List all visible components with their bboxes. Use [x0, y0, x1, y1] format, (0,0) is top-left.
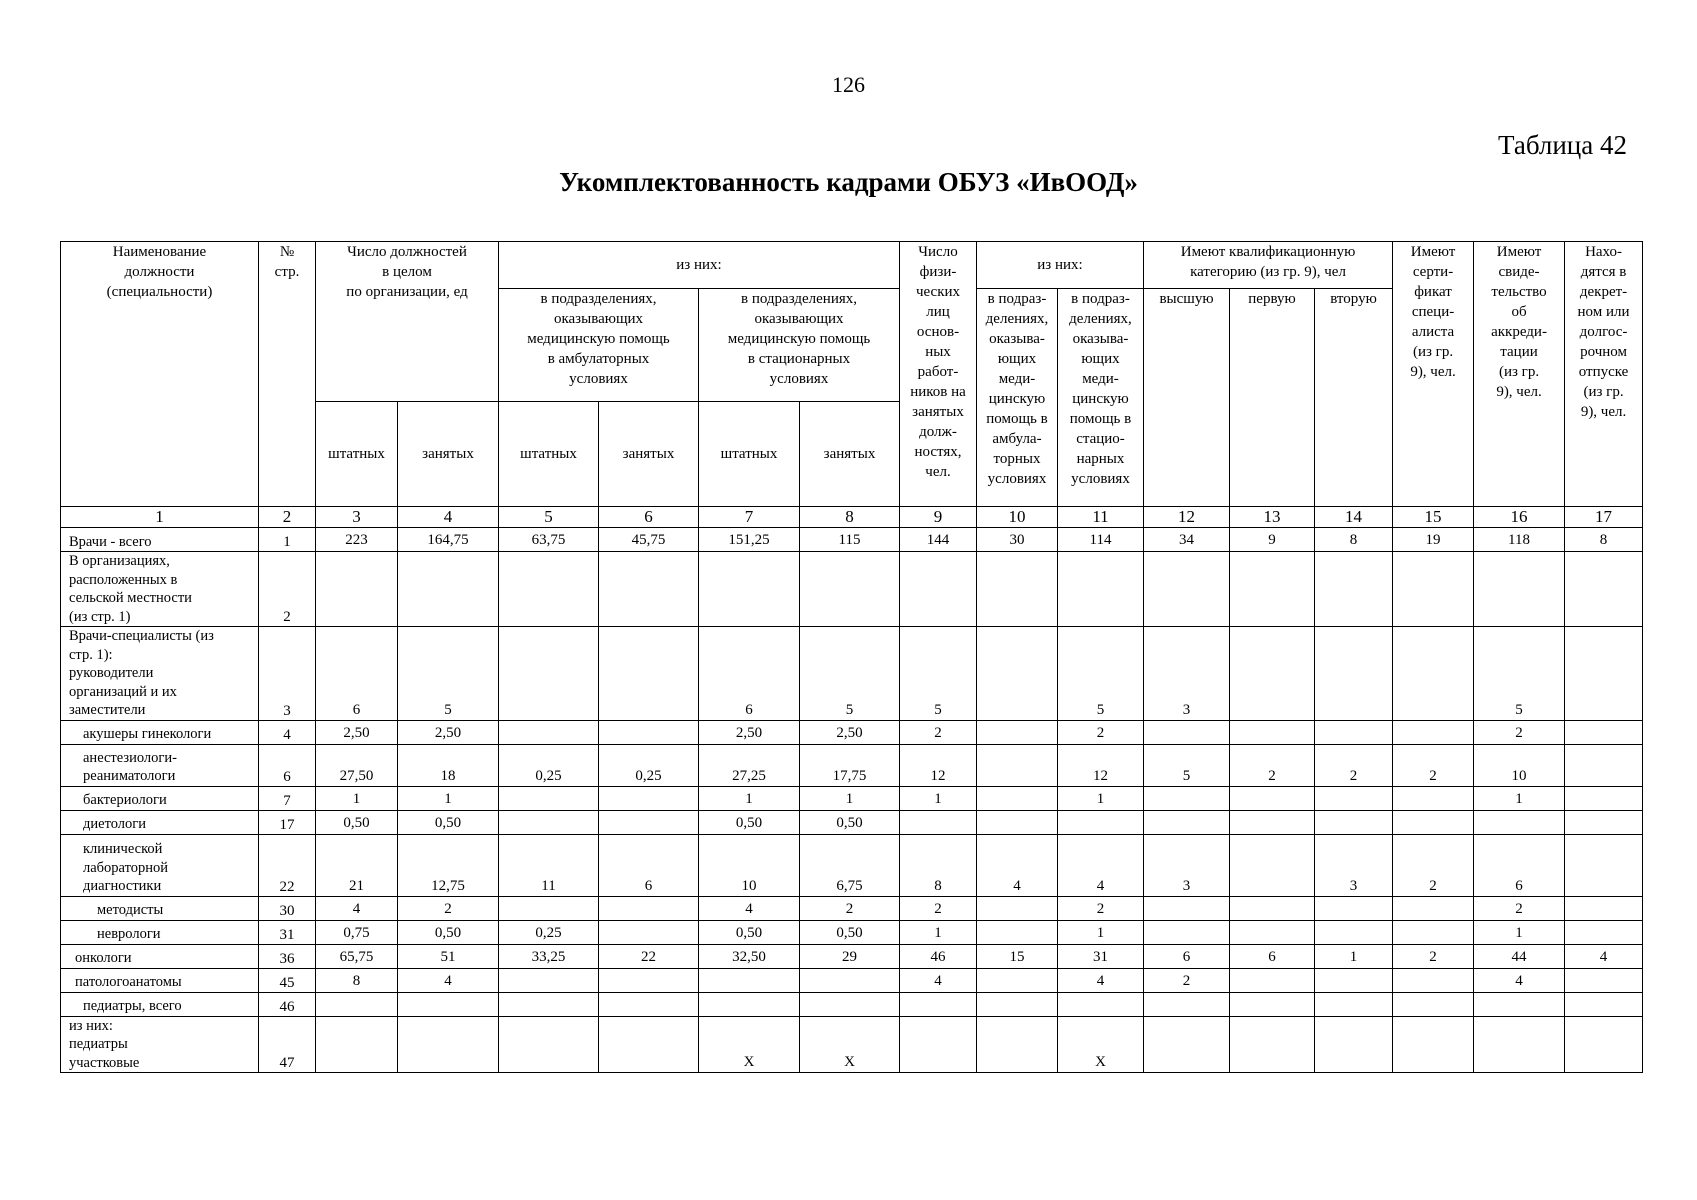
row-name: бактериологи [61, 786, 259, 810]
cell-value [316, 1016, 398, 1073]
cell-value [1565, 627, 1643, 721]
cell-value [800, 992, 900, 1016]
cell-value [398, 552, 499, 627]
cell-value: 151,25 [699, 528, 800, 552]
cell-value: 33,25 [499, 944, 599, 968]
cell-value [1393, 920, 1474, 944]
cell-value: 2 [900, 896, 977, 920]
cell-value: 46 [900, 944, 977, 968]
cell-value [1474, 810, 1565, 834]
cell-value [316, 992, 398, 1016]
cell-value: 12,75 [398, 834, 499, 896]
cell-value [1565, 810, 1643, 834]
cell-value: 1 [1474, 920, 1565, 944]
cell-value [1230, 834, 1315, 896]
cell-value: 9 [1230, 528, 1315, 552]
cell-value [398, 992, 499, 1016]
cell-value: 0,50 [800, 810, 900, 834]
cell-value: 21 [316, 834, 398, 896]
cell-value [900, 552, 977, 627]
cell-value: 0,25 [499, 744, 599, 786]
table-row [61, 944, 1643, 968]
cell-value: 3 [1144, 834, 1230, 896]
row-name: онкологи [61, 944, 259, 968]
row-name: методисты [61, 896, 259, 920]
cell-value: 223 [316, 528, 398, 552]
cell-value [699, 968, 800, 992]
cell-value [1565, 968, 1643, 992]
cell-value [977, 627, 1058, 721]
table-row [61, 968, 1643, 992]
cell-value: 2 [1315, 744, 1393, 786]
cell-value [800, 552, 900, 627]
cell-value [1144, 1016, 1230, 1073]
cell-value [1565, 896, 1643, 920]
cell-value: 6,75 [800, 834, 900, 896]
cell-value: 5 [800, 627, 900, 721]
cell-value: 51 [398, 944, 499, 968]
cell-value [1058, 552, 1144, 627]
cell-value [599, 627, 699, 721]
cell-value: X [699, 1016, 800, 1073]
cell-value: 2 [900, 720, 977, 744]
cell-value [977, 786, 1058, 810]
row-number: 45 [259, 968, 316, 992]
table-label: Таблица 42 [1498, 130, 1627, 160]
cell-value [499, 786, 599, 810]
cell-value: 6 [1474, 834, 1565, 896]
cell-value [977, 810, 1058, 834]
cell-value [1315, 810, 1393, 834]
cell-value: 1 [800, 786, 900, 810]
cell-value: 6 [699, 627, 800, 721]
cell-value [1058, 810, 1144, 834]
column-number: 5 [499, 507, 599, 528]
cell-value: 1 [699, 786, 800, 810]
cell-value: 4 [1058, 968, 1144, 992]
cell-value: 45,75 [599, 528, 699, 552]
cell-value [977, 968, 1058, 992]
cell-value [1315, 920, 1393, 944]
row-number: 1 [259, 528, 316, 552]
cell-value [1393, 896, 1474, 920]
cell-value [1230, 786, 1315, 810]
cell-value: 2 [1393, 944, 1474, 968]
row-number: 30 [259, 896, 316, 920]
cell-value: 1 [398, 786, 499, 810]
cell-value: 65,75 [316, 944, 398, 968]
row-number: 36 [259, 944, 316, 968]
cell-value [599, 552, 699, 627]
cell-value [1144, 552, 1230, 627]
column-number: 12 [1144, 507, 1230, 528]
cell-value [1315, 552, 1393, 627]
cell-value [1230, 810, 1315, 834]
row-number: 22 [259, 834, 316, 896]
table-row [61, 528, 1643, 552]
cell-value [1393, 552, 1474, 627]
cell-value [1230, 552, 1315, 627]
cell-value: 2 [1393, 834, 1474, 896]
cell-value: 2 [1230, 744, 1315, 786]
cell-value [1315, 720, 1393, 744]
cell-value: 18 [398, 744, 499, 786]
cell-value: 2 [1058, 720, 1144, 744]
cell-value: 1 [1315, 944, 1393, 968]
cell-value [1474, 1016, 1565, 1073]
header-inpatient: в подразделениях, оказывающих медицинскую помощь в стационарных условиях [699, 289, 900, 402]
row-name: педиатры, всего [61, 992, 259, 1016]
cell-value: 6 [1230, 944, 1315, 968]
column-number: 17 [1565, 507, 1643, 528]
header-phys-ambulatory: в подраз- делениях, оказыва- ющих меди- цинскую помощь в амбула- торных условиях [977, 289, 1058, 507]
cell-value [398, 1016, 499, 1073]
cell-value [1393, 968, 1474, 992]
cell-value: 15 [977, 944, 1058, 968]
cell-value: 11 [499, 834, 599, 896]
cell-value: 12 [1058, 744, 1144, 786]
column-number: 8 [800, 507, 900, 528]
table-body [61, 507, 1643, 1073]
cell-value [900, 992, 977, 1016]
cell-value [1315, 627, 1393, 721]
table-row [61, 992, 1643, 1016]
cell-value: 5 [900, 627, 977, 721]
cell-value [1230, 1016, 1315, 1073]
cell-value: 10 [699, 834, 800, 896]
row-number: 3 [259, 627, 316, 721]
header-highest: высшую [1144, 289, 1230, 507]
cell-value [1565, 992, 1643, 1016]
header-occupied: занятых [398, 402, 499, 507]
cell-value: 4 [316, 896, 398, 920]
cell-value [699, 992, 800, 1016]
table-row [61, 744, 1643, 786]
cell-value [1144, 810, 1230, 834]
cell-value [900, 810, 977, 834]
header-staff: штатных [699, 402, 800, 507]
cell-value: 2 [398, 896, 499, 920]
cell-value: 164,75 [398, 528, 499, 552]
cell-value: 5 [1144, 744, 1230, 786]
header-phys-inpatient: в подраз- делениях, оказыва- ющих меди- цинскую помощь в стацио- нарных условиях [1058, 289, 1144, 507]
column-number-row [61, 507, 1643, 528]
cell-value: 2 [1393, 744, 1474, 786]
header-ambulatory: в подразделениях, оказывающих медицинскую помощь в амбулаторных условиях [499, 289, 699, 402]
cell-value [800, 968, 900, 992]
cell-value: X [1058, 1016, 1144, 1073]
row-name: неврологи [61, 920, 259, 944]
cell-value: 118 [1474, 528, 1565, 552]
column-number: 15 [1393, 507, 1474, 528]
cell-value [1230, 896, 1315, 920]
cell-value: 1 [1058, 786, 1144, 810]
cell-value: 6 [599, 834, 699, 896]
cell-value [599, 992, 699, 1016]
table-row [61, 627, 1643, 721]
cell-value: 144 [900, 528, 977, 552]
document-title: Укомплектованность кадрами ОБУЗ «ИвООД» [559, 167, 1138, 197]
row-name: акушеры гинекологи [61, 720, 259, 744]
cell-value: 12 [900, 744, 977, 786]
row-name: клинической лабораторной диагностики [61, 834, 259, 896]
cell-value [499, 627, 599, 721]
cell-value: 2,50 [800, 720, 900, 744]
cell-value [977, 896, 1058, 920]
cell-value: 3 [1144, 627, 1230, 721]
cell-value [1315, 896, 1393, 920]
table-row [61, 786, 1643, 810]
cell-value [499, 896, 599, 920]
cell-value: 1 [1058, 920, 1144, 944]
cell-value: 0,25 [499, 920, 599, 944]
cell-value: 1 [900, 786, 977, 810]
header-row-no: № стр. [259, 242, 316, 507]
table-row [61, 720, 1643, 744]
row-name: из них: педиатры участковые [61, 1016, 259, 1073]
cell-value [1565, 720, 1643, 744]
cell-value: 0,50 [800, 920, 900, 944]
header-certificate: Имеют серти- фикат специ- алиста (из гр. 9), чел. [1393, 242, 1474, 507]
cell-value: 8 [316, 968, 398, 992]
cell-value: 27,25 [699, 744, 800, 786]
cell-value: 6 [316, 627, 398, 721]
cell-value [1144, 992, 1230, 1016]
cell-value: 2,50 [316, 720, 398, 744]
cell-value [499, 1016, 599, 1073]
cell-value: 19 [1393, 528, 1474, 552]
row-number: 6 [259, 744, 316, 786]
cell-value: 10 [1474, 744, 1565, 786]
cell-value [599, 896, 699, 920]
row-number: 46 [259, 992, 316, 1016]
cell-value: 31 [1058, 944, 1144, 968]
row-number: 31 [259, 920, 316, 944]
table-row [61, 834, 1643, 896]
cell-value: 0,50 [398, 810, 499, 834]
cell-value: 2,50 [398, 720, 499, 744]
cell-value: 6 [1144, 944, 1230, 968]
cell-value: 5 [1058, 627, 1144, 721]
cell-value [1058, 992, 1144, 1016]
header-accreditation: Имеют свиде- тельство об аккреди- тации (из гр. 9), чел. [1474, 242, 1565, 507]
row-number: 4 [259, 720, 316, 744]
column-number: 4 [398, 507, 499, 528]
cell-value [499, 992, 599, 1016]
column-number: 16 [1474, 507, 1565, 528]
row-number: 17 [259, 810, 316, 834]
cell-value [1144, 720, 1230, 744]
cell-value: 4 [699, 896, 800, 920]
cell-value [977, 992, 1058, 1016]
cell-value: 34 [1144, 528, 1230, 552]
cell-value: 2 [800, 896, 900, 920]
cell-value [900, 1016, 977, 1073]
cell-value [1315, 1016, 1393, 1073]
column-number: 1 [61, 507, 259, 528]
cell-value [1315, 992, 1393, 1016]
cell-value [699, 552, 800, 627]
cell-value: 1 [900, 920, 977, 944]
cell-value: 0,50 [398, 920, 499, 944]
cell-value [1565, 744, 1643, 786]
header-leave: Нахо- дятся в декрет- ном или долгос- рочном отпуске (из гр. 9), чел. [1565, 242, 1643, 507]
cell-value [1144, 786, 1230, 810]
cell-value [1144, 920, 1230, 944]
cell-value: 5 [398, 627, 499, 721]
cell-value: 5 [1474, 627, 1565, 721]
cell-value [1393, 810, 1474, 834]
page-number: 126 [832, 72, 865, 97]
cell-value: 0,50 [699, 920, 800, 944]
cell-value [1230, 720, 1315, 744]
cell-value [977, 720, 1058, 744]
header-of-them: из них: [499, 242, 900, 289]
table-row [61, 896, 1643, 920]
cell-value [316, 552, 398, 627]
cell-value [499, 720, 599, 744]
cell-value: 44 [1474, 944, 1565, 968]
column-number: 7 [699, 507, 800, 528]
cell-value: 3 [1315, 834, 1393, 896]
header-positions-total: Число должностей в целом по организации, ед [316, 242, 499, 402]
cell-value [499, 810, 599, 834]
cell-value [977, 744, 1058, 786]
cell-value: 17,75 [800, 744, 900, 786]
row-name: анестезиологи- реаниматологи [61, 744, 259, 786]
cell-value [1393, 720, 1474, 744]
cell-value: 2,50 [699, 720, 800, 744]
cell-value [599, 968, 699, 992]
row-number: 2 [259, 552, 316, 627]
cell-value [499, 968, 599, 992]
cell-value: X [800, 1016, 900, 1073]
cell-value: 1 [1474, 786, 1565, 810]
cell-value: 0,75 [316, 920, 398, 944]
cell-value: 30 [977, 528, 1058, 552]
cell-value [1565, 552, 1643, 627]
cell-value [1474, 992, 1565, 1016]
column-number: 11 [1058, 507, 1144, 528]
cell-value: 4 [1474, 968, 1565, 992]
row-name: В организациях, расположенных в сельской местности (из стр. 1) [61, 552, 259, 627]
cell-value: 0,25 [599, 744, 699, 786]
cell-value: 1 [316, 786, 398, 810]
cell-value [599, 1016, 699, 1073]
header-second: вторую [1315, 289, 1393, 507]
cell-value [977, 1016, 1058, 1073]
cell-value: 63,75 [499, 528, 599, 552]
cell-value: 114 [1058, 528, 1144, 552]
column-number: 6 [599, 507, 699, 528]
row-number: 7 [259, 786, 316, 810]
header-first: первую [1230, 289, 1315, 507]
cell-value [599, 810, 699, 834]
cell-value [1393, 627, 1474, 721]
cell-value [1315, 786, 1393, 810]
cell-value [1230, 920, 1315, 944]
column-number: 2 [259, 507, 316, 528]
cell-value [1474, 552, 1565, 627]
header-name: Наименование должности (специальности) [61, 242, 259, 507]
cell-value [1393, 1016, 1474, 1073]
cell-value [1393, 992, 1474, 1016]
cell-value: 22 [599, 944, 699, 968]
cell-value [1315, 968, 1393, 992]
column-number: 10 [977, 507, 1058, 528]
table-row [61, 1016, 1643, 1073]
header-staff: штатных [316, 402, 398, 507]
cell-value: 4 [977, 834, 1058, 896]
staffing-table [60, 241, 1643, 1073]
cell-value: 2 [1058, 896, 1144, 920]
column-number: 14 [1315, 507, 1393, 528]
cell-value [599, 720, 699, 744]
cell-value: 2 [1474, 896, 1565, 920]
cell-value: 4 [1058, 834, 1144, 896]
cell-value [977, 920, 1058, 944]
cell-value [1565, 1016, 1643, 1073]
cell-value: 8 [900, 834, 977, 896]
row-name: диетологи [61, 810, 259, 834]
cell-value: 4 [398, 968, 499, 992]
header-occupied: занятых [599, 402, 699, 507]
cell-value [1565, 834, 1643, 896]
header-qualification: Имеют квалификационную категорию (из гр. 9), чел [1144, 242, 1393, 289]
cell-value: 0,50 [316, 810, 398, 834]
cell-value: 2 [1144, 968, 1230, 992]
header-staff: штатных [499, 402, 599, 507]
cell-value [499, 552, 599, 627]
table-row [61, 552, 1643, 627]
cell-value [1230, 968, 1315, 992]
row-name: Врачи-специалисты (из стр. 1): руководители организаций и их заместители [61, 627, 259, 721]
column-number: 9 [900, 507, 977, 528]
cell-value: 0,50 [699, 810, 800, 834]
cell-value: 8 [1315, 528, 1393, 552]
cell-value [1565, 920, 1643, 944]
header-occupied: занятых [800, 402, 900, 507]
cell-value [977, 552, 1058, 627]
cell-value [1144, 896, 1230, 920]
cell-value: 27,50 [316, 744, 398, 786]
cell-value [599, 786, 699, 810]
row-number: 47 [259, 1016, 316, 1073]
cell-value [599, 920, 699, 944]
table-row [61, 920, 1643, 944]
cell-value [1230, 627, 1315, 721]
cell-value: 8 [1565, 528, 1643, 552]
header-of-them-2: из них: [977, 242, 1144, 289]
column-number: 13 [1230, 507, 1315, 528]
row-name: Врачи - всего [61, 528, 259, 552]
cell-value: 32,50 [699, 944, 800, 968]
cell-value: 2 [1474, 720, 1565, 744]
table-row [61, 810, 1643, 834]
cell-value: 29 [800, 944, 900, 968]
header-physical-persons: Число физи- ческих лиц основ- ных работ- ников на занятых долж- ностях, чел. [900, 242, 977, 507]
cell-value: 4 [900, 968, 977, 992]
column-number: 3 [316, 507, 398, 528]
cell-value: 115 [800, 528, 900, 552]
cell-value [1565, 786, 1643, 810]
cell-value [1393, 786, 1474, 810]
cell-value: 4 [1565, 944, 1643, 968]
row-name: патологоанатомы [61, 968, 259, 992]
cell-value [1230, 992, 1315, 1016]
